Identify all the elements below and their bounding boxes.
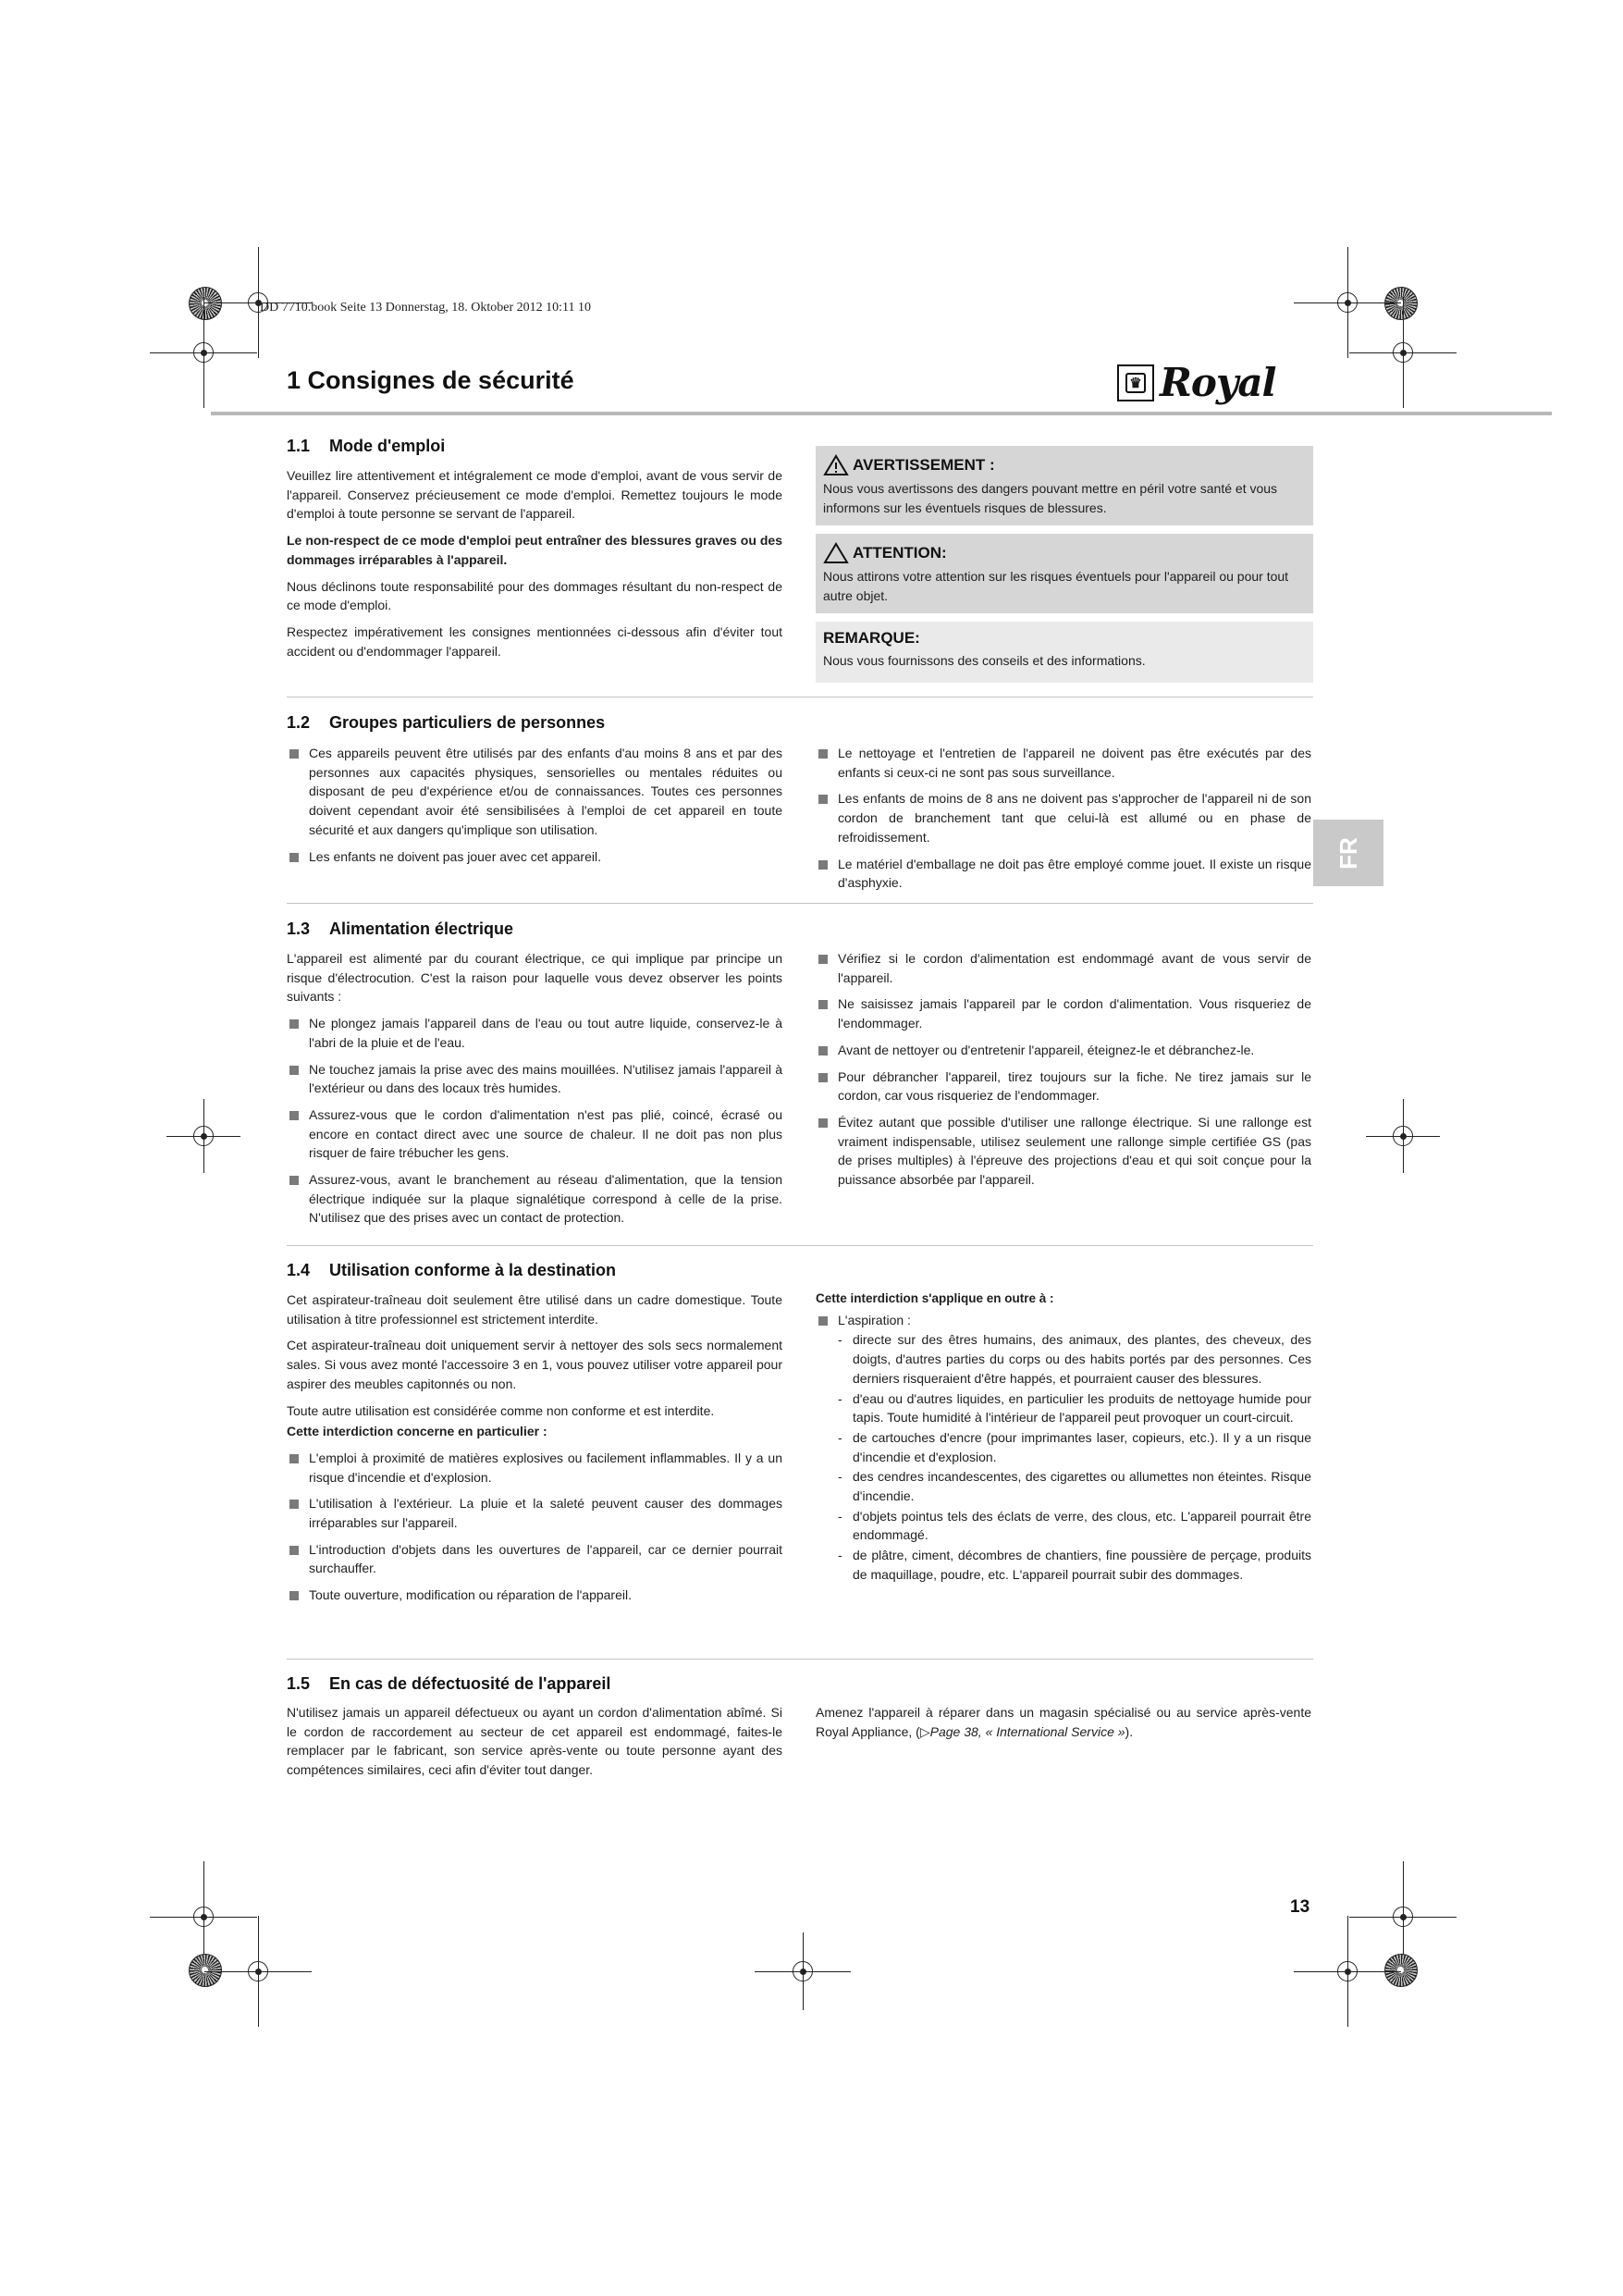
warning-triangle-icon <box>823 542 849 564</box>
registration-star-icon <box>1384 287 1418 320</box>
attention-box <box>816 534 1313 613</box>
list-item: L'introduction d'objets dans les ouvertures de l'appareil, car ce dernier pourrait surchauffer. <box>287 1540 782 1578</box>
list-item: Ne plongez jamais l'appareil dans de l'eau ou tout autre liquide, conservez-le à l'abri de la pluie et de l'eau. <box>287 1014 782 1052</box>
brand-logo <box>1117 360 1276 405</box>
brand-wordmark: Royal <box>1160 360 1276 405</box>
dash-item: - d'eau ou d'autres liquides, en particulier les produits de nettoyage humide pour tapis. Toute humidité à l'intérieur de l'appareil peut provoquer un court-circuit. <box>816 1389 1311 1427</box>
section-1-2-left <box>287 744 782 873</box>
paragraph: Cet aspirateur-traîneau doit seulement être utilisé dans un cadre domestique. Toute utilisation à titre professionnel est strictement interdite. <box>287 1292 782 1327</box>
paragraph: Veuillez lire attentivement et intégralement ce mode d'emploi, avant de vous servir de l'appareil. Conservez précieusement ce mode d'emploi. Remettez toujours le mode d'emploi à toute personne se servant de l'appareil. <box>287 468 782 522</box>
note-box <box>816 622 1313 683</box>
list-item: L'utilisation à l'extérieur. La pluie et la saleté peuvent causer des dommages irréparables sur l'appareil. <box>287 1494 782 1532</box>
section-divider <box>287 1659 1313 1660</box>
section-1-5-left <box>287 1703 782 1787</box>
warning-text: Nous vous avertissons des dangers pouvant mettre en péril votre santé et vous informons sur les éventuels risques de blessures. <box>823 481 1278 515</box>
paragraph-bold: Cette interdiction s'applique en outre à : <box>816 1291 1054 1305</box>
list-item: Avant de nettoyer ou d'entretenir l'appareil, éteignez-le et débranchez-le. <box>816 1041 1311 1060</box>
book-info-line: DD 7710.book Seite 13 Donnerstag, 18. Oktober 2012 10:11 10 <box>260 301 591 315</box>
list-item: Évitez autant que possible d'utiliser une rallonge électrique. Si une rallonge est vraiment indispensable, utilisez seulement une rallonge simple certifiée GS (pas de prises multiples) à l'épreuve des projections d'eau et qui soit conçue pour la puissance absorbée par l'appareil. <box>816 1113 1311 1190</box>
warning-title: AVERTISSEMENT : <box>853 455 995 474</box>
paragraph: N'utilisez jamais un appareil défectueux ou ayant un cordon d'alimentation abîmé. Si le cordon de raccordement au secteur de cet appareil est endommagé, faites-le remplacer par le fabricant, son service après-vente ou toute personne ayant des compétences similaires, ceci afin d'éviter tout danger. <box>287 1705 782 1778</box>
paragraph: Cet aspirateur-traîneau doit uniquement servir à nettoyer des sols secs normalement sales. Si vous avez monté l'accessoire 3 en 1, vous pouvez utiliser votre appareil pour aspirer des meubles capitonnés ou non. <box>287 1338 782 1391</box>
paragraph-bold: Cette interdiction concerne en particulier : <box>287 1424 547 1439</box>
registration-star-icon <box>189 1954 222 1987</box>
list-item: Le matériel d'emballage ne doit pas être employé comme jouet. Il existe un risque d'asphyxie. <box>816 855 1311 893</box>
crown-emblem-icon: ♛ <box>1117 364 1154 401</box>
list-item: Ces appareils peuvent être utilisés par des enfants d'au moins 8 ans et par des personnes aux capacités physiques, sensorielles ou mentales réduites ou disposant de peu d'expérience et/ou de connaissances. Toutes ces personnes doivent cependant avoir été sensibilisées à l'emploi de cet appareil en toute sécurité et aux dangers qu'implique son utilisation. <box>287 744 782 840</box>
paragraph: Nous déclinons toute responsabilité pour des dommages résultant du non-respect de ce mode d'emploi. <box>287 578 782 613</box>
section-divider <box>287 903 1313 904</box>
paragraph: Respectez impérativement les consignes mentionnées ci-dessous afin d'éviter tout accident ou d'endommager l'appareil. <box>287 623 782 659</box>
note-text: Nous vous fournissons des conseils et des informations. <box>823 652 1146 668</box>
section-1-5-right <box>816 1703 1311 1748</box>
section-1-2-right <box>816 744 1311 900</box>
list-item: Pour débrancher l'appareil, tirez toujours sur la fiche. Ne tirez jamais sur le cordon, car vous risqueriez de l'endommager. <box>816 1068 1311 1105</box>
list-item: Ne touchez jamais la prise avec des mains mouillées. N'utilisez jamais l'appareil à l'extérieur ou dans des locaux très humides. <box>287 1060 782 1098</box>
registration-star-icon <box>1384 1954 1418 1987</box>
section-1-3-right <box>816 949 1311 1197</box>
language-tab: FR <box>1313 820 1383 886</box>
section-heading-1-3: 1.3 Alimentation électrique <box>287 920 514 938</box>
section-1-1-text <box>287 466 782 668</box>
section-1-3-left <box>287 949 782 1235</box>
attention-title: ATTENTION: <box>853 543 947 562</box>
list-item: Le nettoyage et l'entretien de l'appareil ne doivent pas être exécutés par des enfants si ceux-ci ne sont pas sous surveillance. <box>816 744 1311 782</box>
list-item: Assurez-vous que le cordon d'alimentation n'est pas plié, coincé, écrasé ou encore en contact direct avec une source de chaleur. Il ne doit pas non plus risquer de faire trébucher les gens. <box>287 1105 782 1163</box>
section-heading-1-4: 1.4 Utilisation conforme à la destination <box>287 1261 617 1279</box>
registration-star-icon <box>189 287 222 320</box>
note-title: REMARQUE: <box>823 629 920 647</box>
list-item: Les enfants de moins de 8 ans ne doivent pas s'approcher de l'appareil ni de son cordon de branchement tant que celui-là est allumé ou en phase de refroidissement. <box>816 789 1311 846</box>
attention-text: Nous attirons votre attention sur les risques éventuels pour l'appareil ou pour tout autre objet. <box>823 569 1289 603</box>
warning-box <box>816 446 1313 525</box>
warning-triangle-icon <box>823 454 849 476</box>
dash-item: - de cartouches d'encre (pour imprimantes laser, copieurs, etc.). Il y a un risque d'incendie et d'explosion. <box>816 1428 1311 1466</box>
header-rule <box>211 412 1552 415</box>
section-heading-1-2: 1.2 Groupes particuliers de personnes <box>287 713 606 732</box>
list-item: Toute ouverture, modification ou réparation de l'appareil. <box>287 1586 782 1605</box>
section-divider <box>287 1245 1313 1246</box>
dash-item: - directe sur des êtres humains, des animaux, des plantes, des cheveux, des doigts, d'autres parties du corps ou des habits portés par des personnes. Ces derniers risqueraient d'être happés, et pourraient causer des blessures. <box>816 1330 1311 1388</box>
section-1-4-left <box>287 1290 782 1612</box>
paragraph-bold: Le non-respect de ce mode d'emploi peut entraîner des blessures graves ou des dommages irréparables à l'appareil. <box>287 533 782 567</box>
list-item: L'emploi à proximité de matières explosives ou facilement inflammables. Il y a un risque d'incendie et d'explosion. <box>287 1449 782 1487</box>
chapter-title: 1 Consignes de sécurité <box>287 366 574 394</box>
section-heading-1-1: 1.1 Mode d'emploi <box>287 437 446 455</box>
paragraph: Amenez l'appareil à réparer dans un magasin spécialisé ou au service après-vente Royal Appliance, (▷Page 38, « International Service »). <box>816 1705 1311 1739</box>
dash-item: - de plâtre, ciment, décombres de chantiers, fine poussière de perçage, produits de maquillage, poudre, etc. L'appareil pourrait subir des dommages. <box>816 1546 1311 1584</box>
paragraph: L'appareil est alimenté par du courant électrique, ce qui implique par principe un risque d'électrocution. C'est la raison pour laquelle vous devez observer les points suivants : <box>287 951 782 1005</box>
list-item: Vérifiez si le cordon d'alimentation est endommagé avant de vous servir de l'appareil. <box>816 949 1311 987</box>
list-item: Ne saisissez jamais l'appareil par le cordon d'alimentation. Vous risqueriez de l'endommager. <box>816 994 1311 1032</box>
list-item: L'aspiration : <box>816 1311 1311 1330</box>
dash-item: - d'objets pointus tels des éclats de verre, des clous, etc. L'appareil pourrait être endommagé. <box>816 1507 1311 1545</box>
link-arrow-icon: ▷ <box>919 1723 930 1739</box>
paragraph: Toute autre utilisation est considérée comme non conforme et est interdite. <box>287 1402 715 1418</box>
dash-item: - des cendres incandescentes, des cigarettes ou allumettes non éteintes. Risque d'incendie. <box>816 1467 1311 1505</box>
list-item: Assurez-vous, avant le branchement au réseau d'alimentation, que la tension électrique indiquée sur la plaque signalétique correspond à celle de la prise. N'utilisez que des prises avec un contact de protection. <box>287 1170 782 1228</box>
page-number: 13 <box>1290 1897 1310 1917</box>
section-1-4-right <box>816 1290 1311 1586</box>
section-heading-1-5: 1.5 En cas de défectuosité de l'appareil <box>287 1674 611 1693</box>
list-item: Les enfants ne doivent pas jouer avec cet appareil. <box>287 847 782 867</box>
page-reference-link[interactable]: Page 38, « International Service » <box>929 1723 1125 1739</box>
